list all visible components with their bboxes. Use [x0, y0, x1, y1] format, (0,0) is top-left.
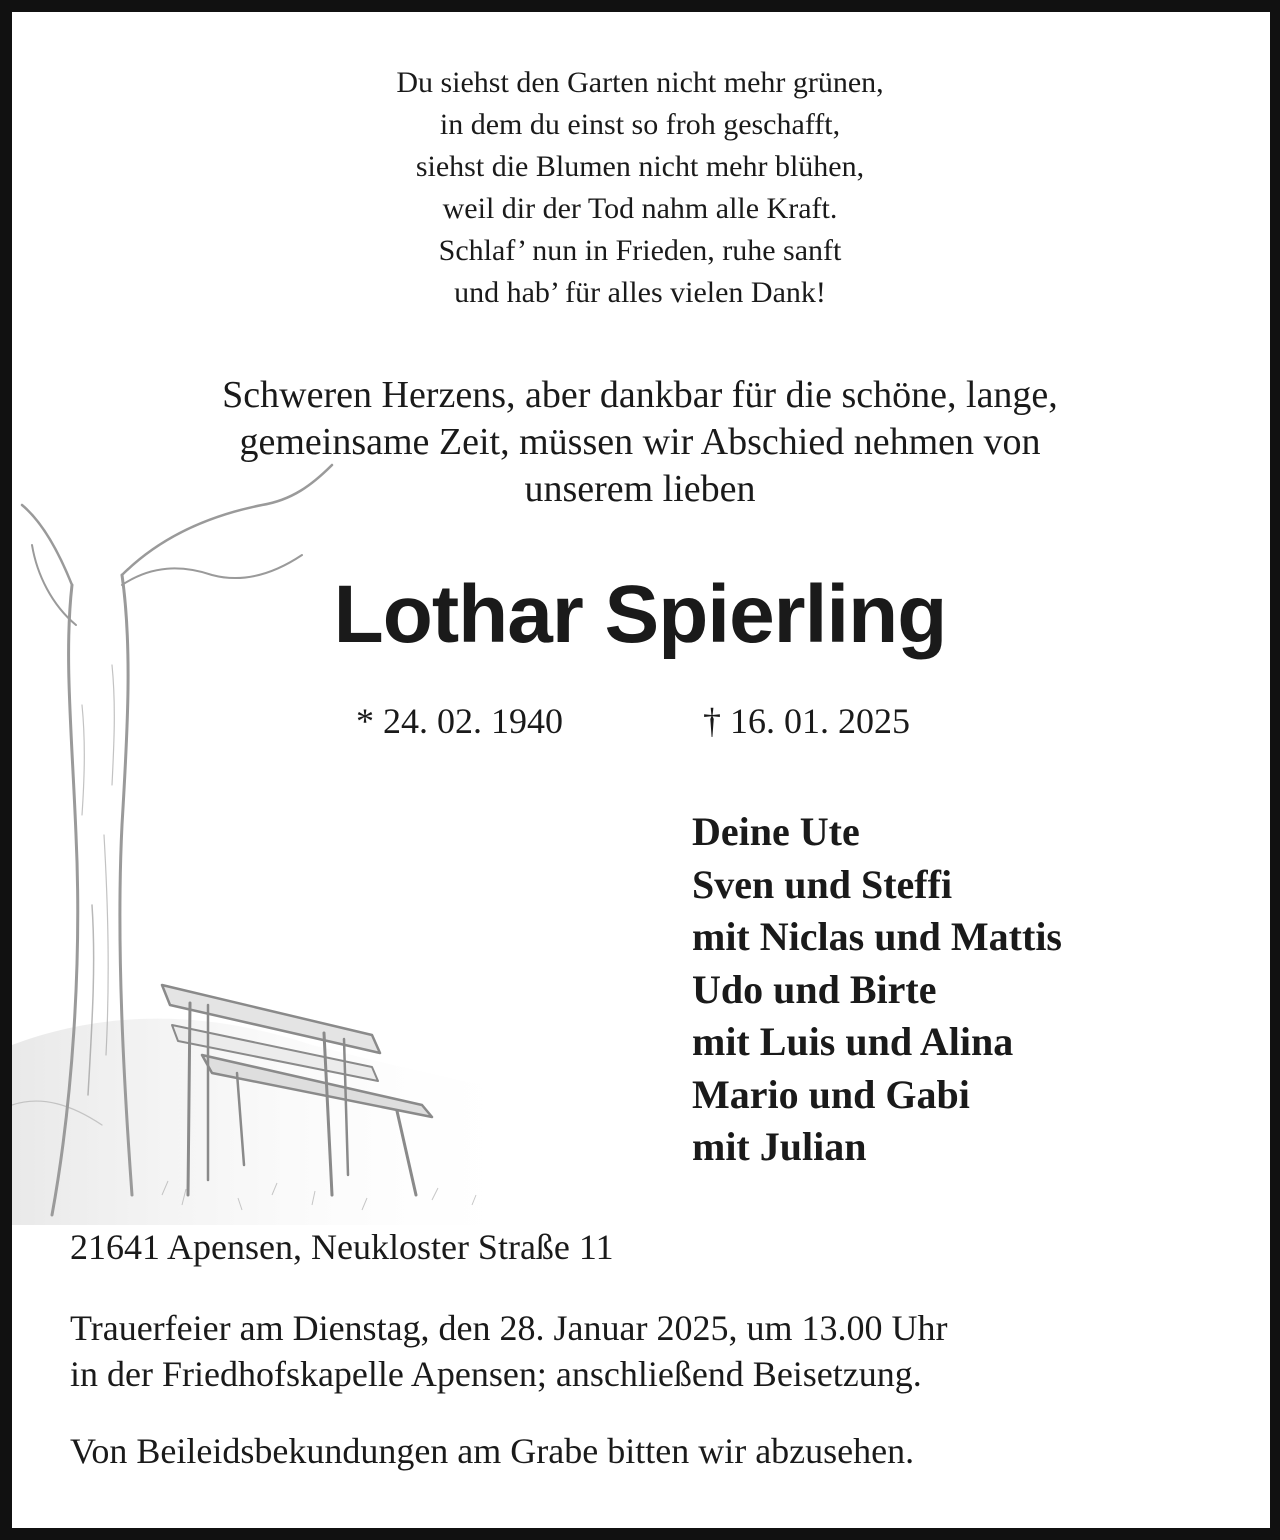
- deceased-name: Lothar Spierling: [333, 569, 947, 660]
- intro-text: [0, 372, 1280, 513]
- mourner-line: Mario und Gabi: [692, 1071, 970, 1117]
- tree-and-bench-illustration: [12, 405, 552, 1225]
- mourner-line: mit Julian: [692, 1124, 867, 1169]
- intro-line: gemeinsame Zeit, müssen wir Abschied nehmen von: [239, 421, 1041, 463]
- funeral-line: in der Friedhofskapelle Apensen; anschließend Beisetzung.: [70, 1354, 922, 1394]
- death-date: † 16. 01. 2025: [703, 701, 910, 741]
- mourner-line: mit Luis und Alina: [692, 1019, 1014, 1064]
- poem-line: und hab’ für alles vielen Dank!: [454, 276, 826, 309]
- poem: [0, 62, 1280, 314]
- birth-date: * 24. 02. 1940: [356, 701, 563, 741]
- intro-line: unserem lieben: [524, 468, 756, 510]
- mourner-line: Udo und Birte: [692, 966, 937, 1012]
- poem-line: siehst die Blumen nicht mehr blühen,: [415, 150, 865, 183]
- poem-line: Du siehst den Garten nicht mehr grünen,: [396, 66, 884, 99]
- poem-line: weil dir der Tod nahm alle Kraft.: [442, 192, 838, 225]
- funeral-line: Trauerfeier am Dienstag, den 28. Januar 2025, um 13.00 Uhr: [70, 1308, 948, 1348]
- intro-line: Schweren Herzens, aber dankbar für die schöne, lange,: [222, 374, 1058, 416]
- address: 21641 Apensen, Neukloster Straße 11: [70, 1227, 614, 1267]
- funeral-details: [70, 1305, 947, 1397]
- mourner-line: Deine Ute: [692, 809, 860, 854]
- mourner-line: Sven und Steffi: [692, 861, 953, 907]
- mourners-list: [692, 806, 1062, 1174]
- poem-line: Schlaf’ nun in Frieden, ruhe sanft: [438, 234, 842, 267]
- condolence-note: Von Beileidsbekundungen am Grabe bitten wir abzusehen.: [70, 1431, 915, 1471]
- mourner-line: mit Niclas und Mattis: [692, 914, 1062, 959]
- poem-line: in dem du einst so froh geschafft,: [439, 108, 841, 141]
